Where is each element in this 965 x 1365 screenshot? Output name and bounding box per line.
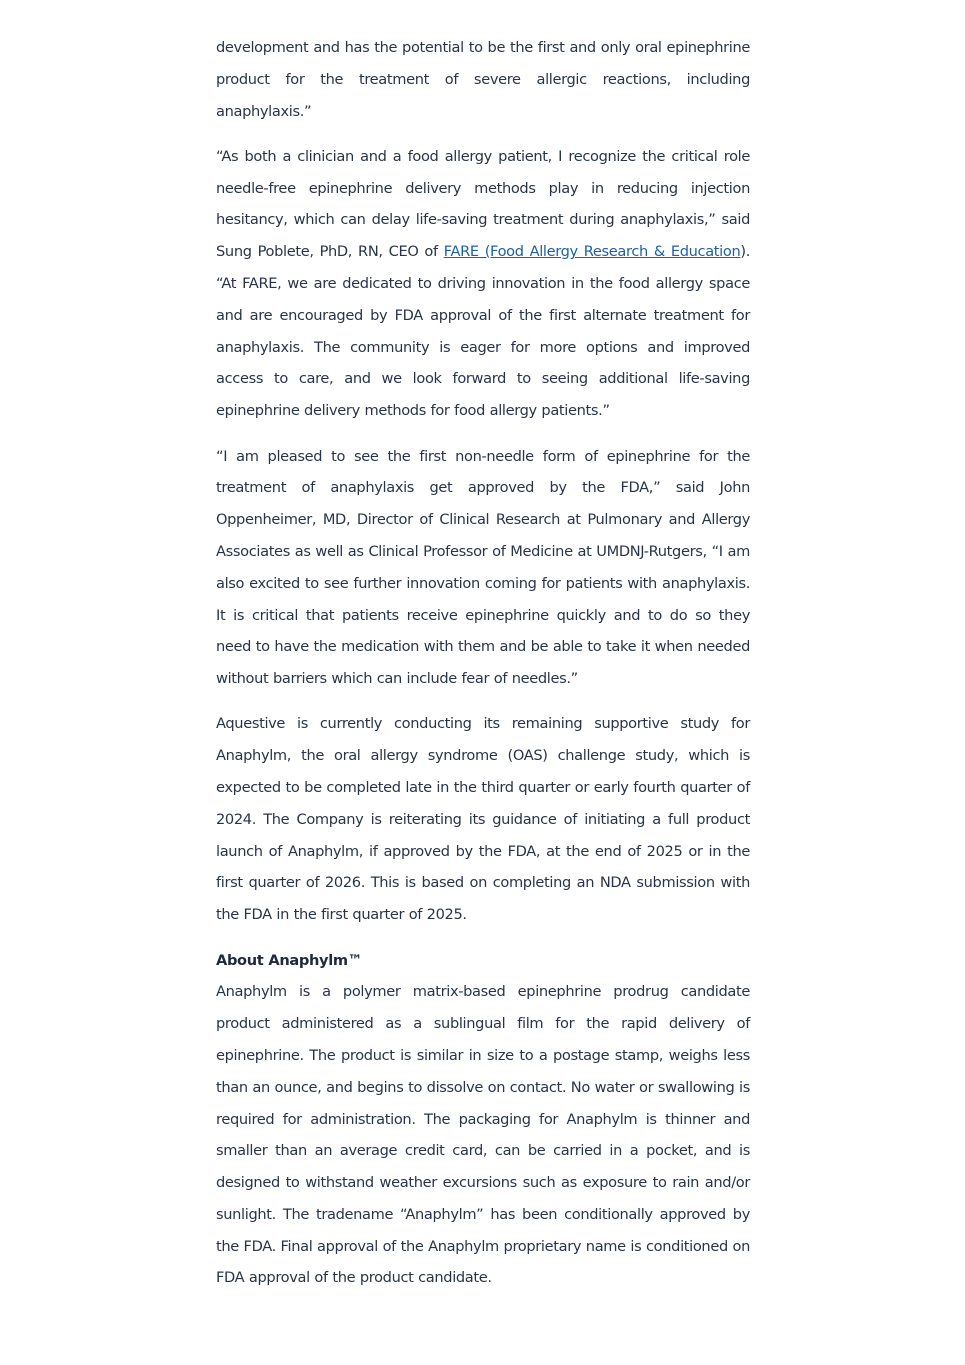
- paragraph-fare-quote: [216, 141, 750, 427]
- fare-quote-text-continued: ). “At FARE, we are dedicated to driving innovation in the food allergy space and are encouraged by FDA approval of the first alternate treatment for anaphylaxis. The community is eager for more options and improved access to care, and we look forward to seeing additional life-saving epinephrine delivery methods for food allergy patients.”: [216, 243, 751, 420]
- paragraph-oral-epinephrine: development and has the potential to be the first and only oral epinephrine product for the treatment of severe allergic reactions, including anaphylaxis.”: [216, 39, 750, 120]
- fare-quote-text: “As both a clinician and a food allergy patient, I recognize the critical role needle-free epinephrine delivery methods play in reducing injection hesitancy, which can delay life-saving treatment during anaphylaxis,” said Sung Poblete, PhD, RN, CEO of: [216, 147, 750, 261]
- about-anaphylm-body: Anaphylm is a polymer matrix-based epinephrine prodrug candidate product administered as a sublingual film for the rapid delivery of epinephrine. The product is similar in size to a postage stamp, weighs less than an ounce, and begins to dissolve on contact. No water or swallowing is required for administration. The packaging for Anaphylm is thinner and smaller than an average credit card, can be carried in a pocket, and is designed to withstand weather excursions such as exposure to rain and/or sunlight. The tradename “Anaphylm” has been conditionally approved by the FDA. Final approval of the Anaphylm proprietary name is conditioned on FDA approval of the product candidate.: [216, 983, 750, 1287]
- article-body: [216, 32, 750, 1294]
- paragraph-supportive-study: Aquestive is currently conducting its remaining supportive study for Anaphylm, the oral allergy syndrome (OAS) challenge study, which is expected to be completed late in the third quarter or early fourth quarter of 2024. The Company is reiterating its guidance of initiating a full product launch of Anaphylm, if approved by the FDA, at the end of 2025 or in the first quarter of 2026. This is based on completing an NDA submission with the FDA in the first quarter of 2025.: [216, 715, 750, 924]
- about-anaphylm-heading: About Anaphylm™: [216, 951, 362, 969]
- fare-link[interactable]: FARE (Food Allergy Research & Education: [443, 243, 741, 261]
- paragraph-oppenheimer-quote: “I am pleased to see the first non-needle form of epinephrine for the treatment of anaphylaxis get approved by the FDA,” said John Oppenheimer, MD, Director of Clinical Research at Pulmonary and Allergy Associates as well as Clinical Professor of Medicine at UMDNJ-Rutgers, “I am also excited to see further innovation coming for patients with anaphylaxis. It is critical that patients receive epinephrine quickly and to do so they need to have the medication with them and be able to take it when needed without barriers which can include fear of needles.”: [216, 447, 750, 688]
